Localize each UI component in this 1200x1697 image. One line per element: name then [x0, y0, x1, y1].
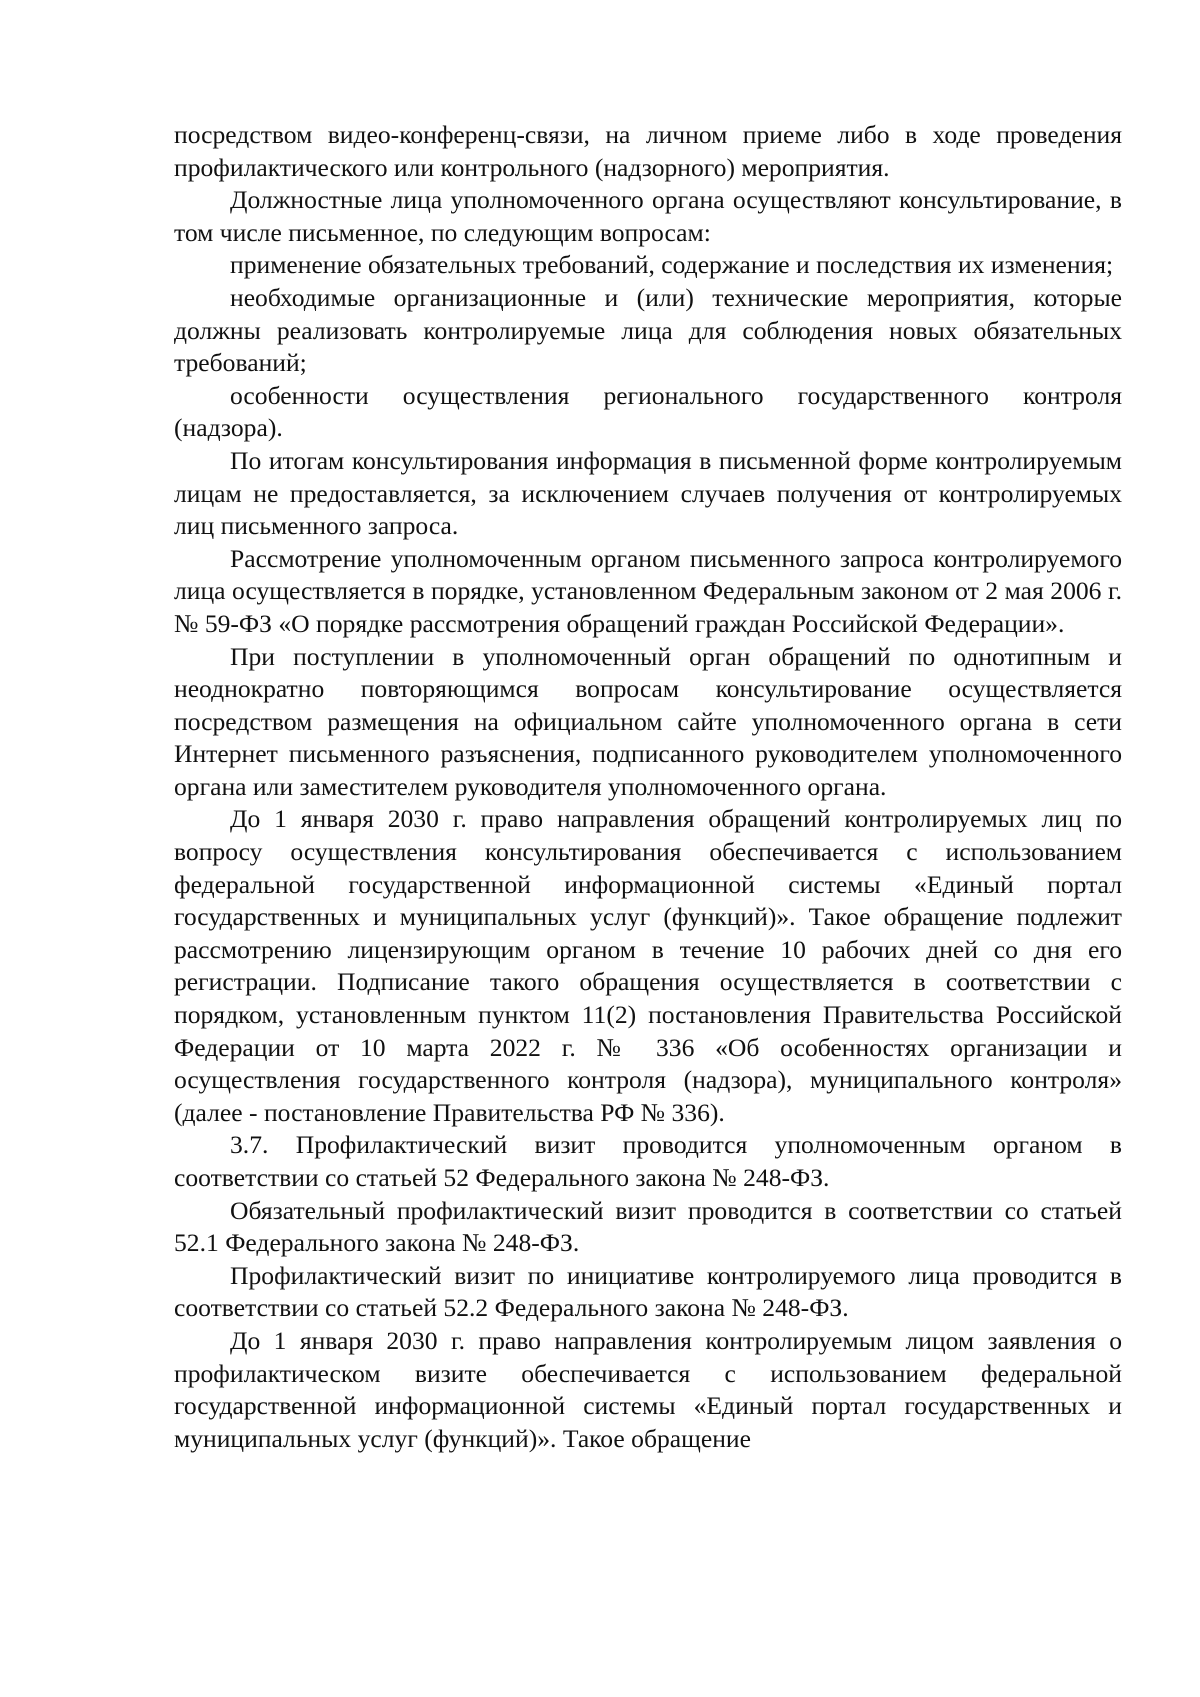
- paragraph-section-3-7: 3.7. Профилактический визит проводится уполномоченным органом в соответствии со статьей 52 Федерального закона № 248-ФЗ.: [174, 1130, 1122, 1192]
- paragraph-initiative-visit: Профилактический визит по инициативе контролируемого лица проводится в соответствии со статьей 52.2 Федерального закона № 248-ФЗ.: [174, 1260, 1122, 1323]
- paragraph-item-measures: необходимые организационные и (или) технические мероприятия, которые должны реализовать контролируемые лица для соблюдения новых обязательных требований;: [174, 282, 1122, 378]
- paragraph-item-requirements: применение обязательных требований, содержание и последствия их изменения;: [230, 250, 1114, 280]
- paragraph-consulting-officials: Должностные лица уполномоченного органа осуществляют консультирование, в том числе письменное, по следующим вопросам:: [174, 185, 1122, 247]
- document-page: [174, 119, 1122, 1455]
- paragraph-request-review: Рассмотрение уполномоченным органом письменного запроса контролируемого лица осуществляется в порядке, установленном Федеральным законом от 2 мая 2006 г. № 59-ФЗ «О порядке рассмотрения обращений граждан Российской Федерации».: [174, 543, 1122, 638]
- paragraph-continuation: посредством видео-конференц-связи, на личном приеме либо в ходе проведения профилактического или контрольного (надзорного) мероприятия.: [174, 120, 1122, 182]
- paragraph-mandatory-visit: Обязательный профилактический визит проводится в соответствии со статьей 52.1 Федерального закона № 248-ФЗ.: [174, 1195, 1122, 1258]
- paragraph-portal-visit: До 1 января 2030 г. право направления контролируемым лицом заявления о профилактическом визите обеспечивается с использованием федеральной государственной информационной системы «Единый портал государственных и муниципальных услуг (функций)». Такое обращение: [174, 1325, 1122, 1453]
- paragraph-item-control-features: особенности осуществления регионального государственного контроля (надзора).: [174, 380, 1122, 443]
- paragraph-repeated-questions: При поступлении в уполномоченный орган обращений по однотипным и неоднократно повторяющимся вопросам консультирование осуществляется посредством размещения на официальном сайте уполномоченного органа в сети Интернет письменного разъяснения, подписанного руководителем уполномоченного органа или заместителем руководителя уполномоченного органа.: [174, 641, 1122, 801]
- paragraph-consulting-results: По итогам консультирования информация в письменной форме контролируемым лицам не предоставляется, за исключением случаев получения от контролируемых лиц письменного запроса.: [174, 445, 1122, 541]
- paragraph-portal-consulting: До 1 января 2030 г. право направления обращений контролируемых лиц по вопросу осуществления консультирования обеспечивается с использованием федеральной государственной информационной системы «Единый портал государственных и муниципальных услуг (функций)». Такое обращение подлежит рассмотрению лицензирующим органом в течение 10 рабочих дней со дня его регистрации. Подписание такого обращения осуществляется в соответствии с порядком, установленным пунктом 11(2) постановления Правительства Российской Федерации от 10 марта 2022 г. № 336 «Об особенностях организации и осуществления государственного контроля (надзора), муниципального контроля» (далее - постановление Правительства РФ № 336).: [174, 804, 1122, 1127]
